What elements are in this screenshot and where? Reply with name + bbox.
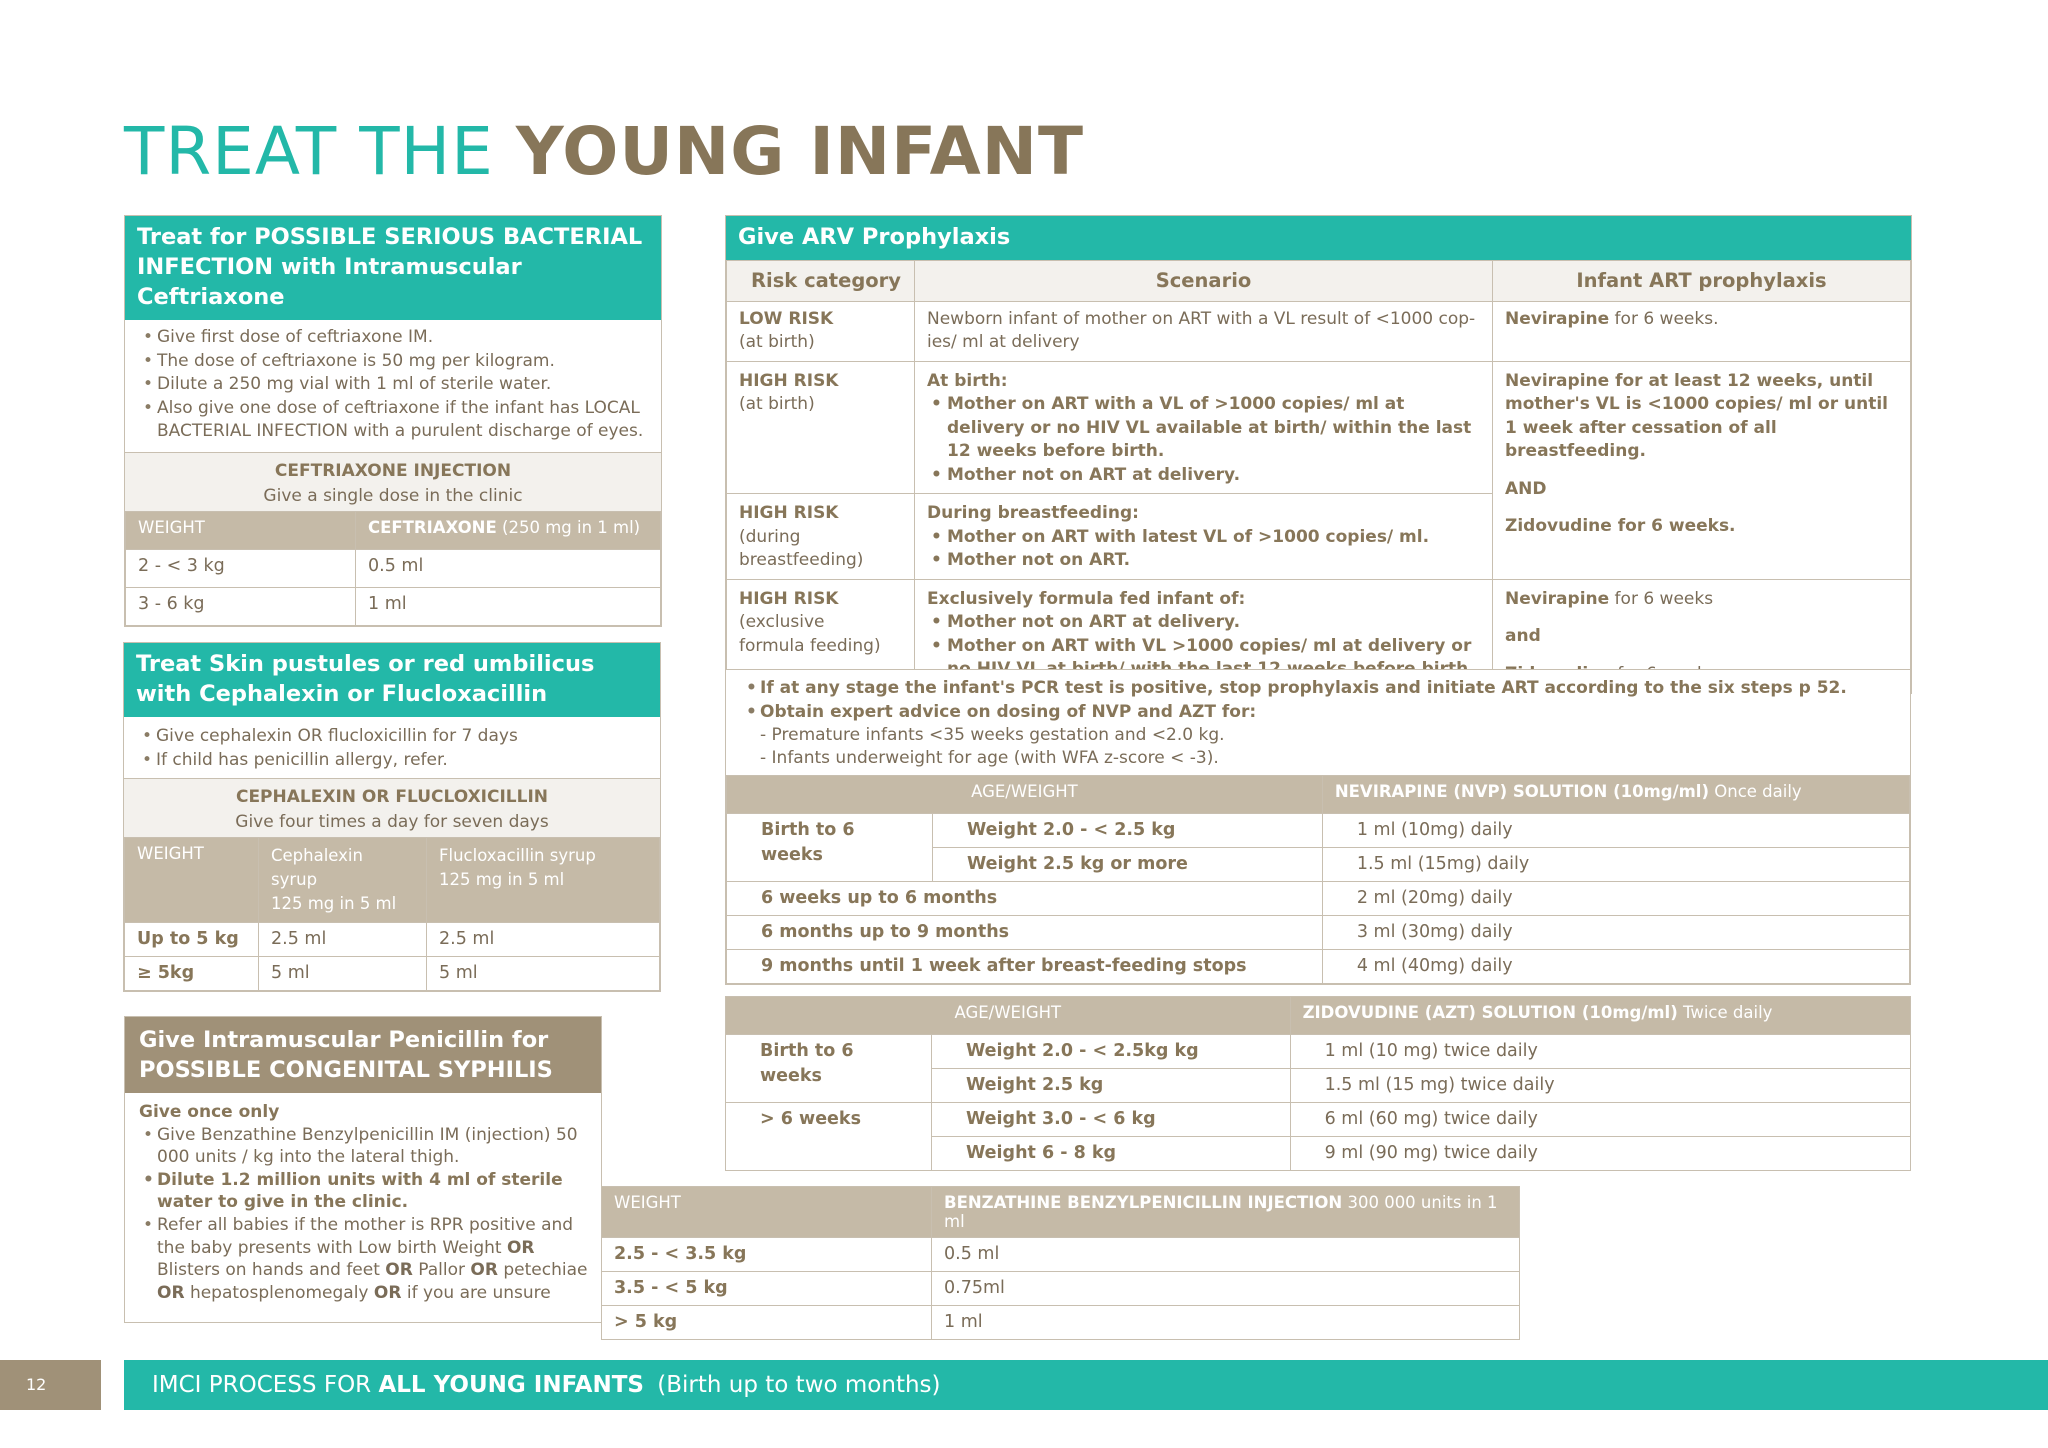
table-cell: Weight 2.0 - < 2.5 kg [933,814,1323,848]
table-cell: 9 months until 1 week after breast-feeding stops [727,950,1323,984]
table-cell: 0.5 ml [356,549,661,587]
table-cell: 3 ml (30mg) daily [1322,916,1909,950]
table-cell: Weight 2.5 kg [932,1069,1291,1103]
table-cell: 1.5 ml (15 mg) twice daily [1290,1069,1910,1103]
table-cell: 2.5 ml [259,923,427,957]
table-cell: At birth: • Mother on ART with a VL of >1000 copies/ ml at delivery or no HIV VL available at birth/ within the last 12 weeks before birth. • Mother not on ART at delivery. [915,361,1493,494]
col-header-age: AGE/WEIGHT [726,997,1291,1035]
page-title [124,112,1084,192]
list-item: • Dilute a 250 mg vial with 1 ml of sterile water. [139,373,647,397]
table-cell: HIGH RISK (at birth) [727,361,915,494]
footer-pre: IMCI PROCESS FOR [152,1372,372,1398]
table-row [602,1238,1520,1272]
table-row [126,587,661,625]
table-cell: 2.5 ml [427,923,660,957]
ceftriaxone-table [125,511,661,626]
cephalexin-table [124,837,660,991]
table-cell: 6 weeks up to 6 months [727,882,1323,916]
table-row [126,549,661,587]
table-cell: 2.5 - < 3.5 kg [602,1238,932,1272]
table-cell: 6 months up to 9 months [727,916,1323,950]
list-item: • If child has penicillin allergy, refer. [138,749,646,773]
col-header-dose: BENZATHINE BENZYLPENICILLIN INJECTION 300 000 units in 1 ml [932,1187,1520,1238]
list-item: • Give first dose of ceftriaxone IM. [139,326,647,350]
table-cell: Weight 3.0 - < 6 kg [932,1103,1291,1137]
table-row [125,957,660,991]
table-cell: ≥ 5kg [125,957,259,991]
list-item: • Give cephalexin OR flucloxicillin for 7 days [138,725,646,749]
syphilis-panel [124,1016,602,1323]
nvp-table [726,775,1910,984]
skin-header: Treat Skin pustules or red umbilicus with Cephalexin or Flucloxacillin [124,643,660,717]
table-cell: Birth to 6 weeks [727,814,933,882]
col-header-scenario: Scenario [915,261,1493,302]
table-row [125,923,660,957]
box-subtitle: Give four times a day for seven days [235,812,549,832]
nvp-panel [725,669,1911,985]
col-header-flucloxacillin: Flucloxacillin syrup 125 mg in 5 ml [427,838,660,923]
table-cell: 5 ml [259,957,427,991]
footer-bar [124,1360,2048,1410]
table-row [726,1035,1911,1069]
title-part2: YOUNG INFANT [515,113,1084,190]
table-row [726,1103,1911,1137]
table-cell: HIGH RISK (during breastfeeding) [727,494,915,580]
list-item: • Also give one dose of ceftriaxone if the infant has LOCAL BACTERIAL INFECTION with a purulent discharge of eyes. [139,397,647,444]
table-cell: 1 ml (10 mg) twice daily [1290,1035,1910,1069]
col-header-weight: WEIGHT [126,511,356,549]
table-cell: Up to 5 kg [125,923,259,957]
table-cell: > 5 kg [602,1306,932,1340]
table-cell: During breastfeeding: • Mother on ART with latest VL of >1000 copies/ ml. • Mother not on ART. [915,494,1493,580]
table-cell: Newborn infant of mother on ART with a VL result of <1000 cop-ies/ ml at delivery [915,301,1493,361]
table-cell: Nevirapine for 6 weeks and [1493,579,1911,693]
table-cell: 0.5 ml [932,1238,1520,1272]
list-item: • Give Benzathine Benzylpenicillin IM (injection) 50 000 units / kg into the lateral thigh. [139,1124,591,1169]
footer-post: (Birth up to two months) [657,1372,941,1398]
note-premature: - Premature infants <35 weeks gestation and <2.0 kg. [760,725,1225,745]
table-cell: Weight 2.0 - < 2.5kg kg [932,1035,1291,1069]
table-cell: 9 ml (90 mg) twice daily [1290,1137,1910,1171]
table-cell: 1 ml (10mg) daily [1322,814,1909,848]
box-title: CEFTRIAXONE INJECTION [274,460,512,481]
table-row [727,916,1910,950]
table-cell: 3.5 - < 5 kg [602,1272,932,1306]
table-cell: Birth to 6 weeks [726,1035,932,1103]
box-subtitle: Give a single dose in the clinic [263,485,523,506]
table-cell: > 6 weeks [726,1103,932,1171]
list-item: • Refer all babies if the mother is RPR positive and the baby presents with Low birth Weight OR Blisters on hands and feet OR Pallor OR petechiae OR hepatosplenomegaly OR if you are unsure [139,1214,591,1304]
azt-table-wrap [725,996,1911,1171]
table-cell: 1.5 ml (15mg) daily [1322,848,1909,882]
arv-header: Give ARV Prophylaxis [726,216,1911,260]
table-cell: 0.75ml [932,1272,1520,1306]
note-expert: • Obtain expert advice on dosing of NVP and AZT for: [742,700,1898,724]
table-cell: 2 - < 3 kg [126,549,356,587]
arv-table [726,260,1911,693]
table-row [602,1306,1520,1340]
ceftriaxone-box-title [125,452,661,511]
table-cell: Exclusively formula fed infant of: • Mother not on ART at delivery. • Mother on ART with VL >1000 copies/ ml at delivery or [915,579,1493,693]
table-cell: 5 ml [427,957,660,991]
table-row [727,361,1911,494]
table-cell: 2 ml (20mg) daily [1322,882,1909,916]
note-pcr: • If at any stage the infant's PCR test is positive, stop prophylaxis and initiate ART according to the six steps p 52. [742,676,1898,700]
table-row [727,950,1910,984]
table-cell: 3 - 6 kg [126,587,356,625]
table-cell: HIGH RISK (exclusive formula feeding) [727,579,915,693]
table-cell: Nevirapine for at least 12 weeks, until mother's VL is <1000 copies/ ml or until 1 week after cessation of all breastfeeding. AND Zidovudine for 6 weeks. [1493,361,1911,579]
col-header-weight: WEIGHT [125,838,259,923]
table-row [727,882,1910,916]
note-underweight: - Infants underweight for age (with WFA z-score < -3). [760,747,1219,768]
col-header-prophylaxis: Infant ART prophylaxis [1493,261,1911,302]
arv-panel [725,215,1912,694]
col-header-risk: Risk category [727,261,915,302]
table-cell: Weight 6 - 8 kg [932,1137,1291,1171]
table-row [602,1272,1520,1306]
table-row [727,301,1911,361]
footer-bold: ALL YOUNG INFANTS [378,1372,644,1398]
title-part1: TREAT THE [124,113,494,190]
table-cell: 4 ml (40mg) daily [1322,950,1909,984]
psbi-panel [124,215,662,627]
col-header-weight: WEIGHT [602,1187,932,1238]
table-cell: Nevirapine for 6 weeks. [1493,301,1911,361]
page-number: 12 [0,1360,101,1410]
skin-bullets [124,717,660,778]
syphilis-header: Give Intramuscular Penicillin for POSSIBLE CONGENITAL SYPHILIS [125,1017,601,1093]
syphilis-bullets [139,1124,591,1305]
skin-panel [123,642,661,992]
list-item: • The dose of ceftriaxone is 50 mg per kilogram. [139,350,647,374]
azt-table [725,996,1911,1171]
cephalexin-box-title [124,778,660,837]
table-cell: 1 ml [356,587,661,625]
table-cell: 6 ml (60 mg) twice daily [1290,1103,1910,1137]
penicillin-table [601,1186,1520,1340]
col-header-dose: CEFTRIAXONE (250 mg in 1 ml) [356,511,661,549]
table-cell: LOW RISK (at birth) [727,301,915,361]
syphilis-intro: Give once only [139,1102,280,1122]
penicillin-table-wrap [601,1186,1520,1340]
col-header-azt: ZIDOVUDINE (AZT) SOLUTION (10mg/ml) Twice daily [1290,997,1910,1035]
psbi-header: Treat for POSSIBLE SERIOUS BACTERIAL INFECTION with Intramuscular Ceftriaxone [125,216,661,320]
psbi-bullets [125,320,661,452]
list-item: • Dilute 1.2 million units with 4 ml of sterile water to give in the clinic. [139,1169,591,1214]
col-header-nvp: NEVIRAPINE (NVP) SOLUTION (10mg/ml) Once daily [1322,776,1909,814]
col-header-age: AGE/WEIGHT [727,776,1323,814]
table-cell: Weight 2.5 kg or more [933,848,1323,882]
table-cell: 1 ml [932,1306,1520,1340]
col-header-cephalexin: Cephalexin syrup 125 mg in 5 ml [259,838,427,923]
box-title: CEPHALEXIN OR FLUCLOXICILLIN [235,787,549,807]
table-row [727,814,1910,848]
